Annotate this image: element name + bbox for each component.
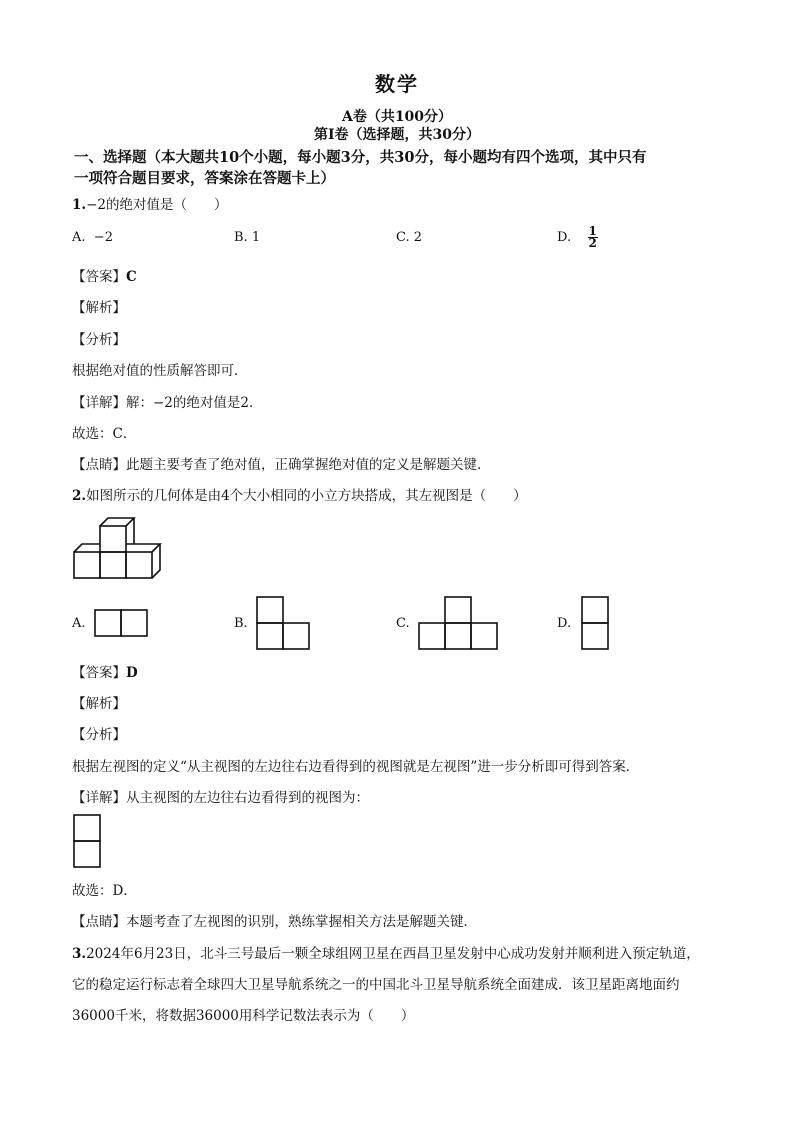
q2-option-b-figure: [256, 596, 310, 650]
comment-text: 此题主要考查了绝对值，正确掌握绝对值的定义是解题关键．: [126, 457, 491, 473]
q1-option-c: [396, 230, 422, 245]
page-title: 数学: [375, 72, 419, 96]
q1-answer-line: [72, 265, 137, 285]
q1-choose: 故选：C．: [72, 426, 137, 442]
q1-analysis-tag: 【解析】: [72, 300, 126, 316]
q1-fenxi-tag: 【分析】: [72, 332, 126, 348]
q3-text-line1: 2024年6月23日，北斗三号最后一颗全球组网卫星在西昌卫星发射中心成功发射并顺利进入预定轨道，: [86, 946, 700, 962]
q2-option-d-label: D.: [557, 616, 572, 631]
q2-option-a-label: A.: [72, 616, 86, 631]
cube-front-face: [126, 552, 152, 578]
q2-analysis-tag: 【解析】: [72, 696, 126, 712]
q2-answer-line: [72, 661, 138, 681]
q1-stem: −2的绝对值是（ ）: [86, 197, 228, 213]
detail-text: 从主视图的左边往右边看得到的视图为：: [126, 790, 369, 806]
volume-a-heading: A卷（共100分）: [341, 109, 453, 125]
option-letter: D.: [557, 230, 572, 245]
section-heading-line2: 一项符合题目要求，答案涂在答题卡上）: [74, 170, 335, 187]
q2-option-a-figure: [94, 609, 148, 637]
cube-front-face: [74, 552, 100, 578]
cube-top-edge: [74, 544, 100, 552]
fraction: [588, 226, 598, 249]
option-letter: C.: [396, 230, 410, 245]
q2-fenxi-tag: 【分析】: [72, 727, 126, 743]
cube-top-edge: [100, 518, 134, 526]
q2-comment-line: [72, 910, 477, 930]
q2-solid-figure: [70, 516, 166, 582]
q2-fenxi-text: 根据左视图的定义“从主视图的左边往右边看得到的视图就是左视图”进一步分析即可得到答案．: [72, 759, 640, 775]
q2-stem: 如图所示的几何体是由4个大小相同的小立方块搭成，其左视图是（ ）: [86, 488, 527, 504]
option-text: 1: [251, 230, 261, 245]
option-text: 2: [413, 230, 423, 245]
fraction-numerator: 1: [588, 224, 597, 238]
q2-stem-line: [72, 484, 527, 504]
volume-1-heading: 第Ⅰ卷（选择题，共30分）: [313, 127, 481, 143]
q1-option-a: [72, 230, 113, 245]
cube-top-edge: [126, 544, 160, 552]
cube-front-face: [100, 552, 126, 578]
q2-option-c-figure: [418, 596, 498, 650]
answer-tag: 【答案】: [72, 665, 126, 681]
option-letter: A.: [72, 230, 86, 245]
comment-tag: 【点睛】: [72, 914, 126, 930]
fraction-denominator: 2: [588, 236, 597, 250]
detail-text: 解：−2的绝对值是2．: [126, 395, 263, 411]
cube-front-face: [100, 526, 126, 552]
q2-option-d-figure: [581, 596, 609, 650]
answer-value: C: [126, 269, 137, 285]
detail-tag: 【详解】: [72, 790, 126, 806]
q1-comment-line: [72, 453, 491, 473]
q1-number: 1.: [72, 197, 87, 213]
q3-text-line2: 它的稳定运行标志着全球四大卫星导航系统之一的中国北斗卫星导航系统全面建成．该卫星距离地面约: [72, 977, 680, 993]
q1-fenxi-text: 根据绝对值的性质解答即可．: [72, 363, 248, 379]
q1-option-b: [234, 230, 260, 245]
section-heading-line1: 一、选择题（本大题共10个小题，每小题3分，共30分，每小题均有四个选项，其中只有: [74, 149, 647, 166]
q2-number: 2.: [72, 488, 87, 504]
q1-detail-line: [72, 391, 263, 411]
q3-text-line3: 36000千米，将数据36000用科学记数法表示为（ ）: [72, 1008, 415, 1024]
q2-detail-line: [72, 786, 369, 806]
answer-value: D: [126, 665, 138, 681]
option-text: −2: [93, 230, 113, 245]
q2-option-c-label: C.: [396, 616, 410, 631]
q3-line1: [72, 942, 700, 962]
q2-choose: 故选：D．: [72, 883, 137, 899]
option-letter: B.: [234, 230, 248, 245]
comment-text: 本题考查了左视图的识别，熟练掌握相关方法是解题关键．: [126, 914, 477, 930]
q1-option-d: [557, 226, 598, 249]
comment-tag: 【点睛】: [72, 457, 126, 473]
detail-tag: 【详解】: [72, 395, 126, 411]
q1-stem-line: [72, 193, 228, 213]
q2-option-b-label: B.: [234, 616, 248, 631]
q3-number: 3.: [72, 946, 87, 962]
answer-tag: 【答案】: [72, 269, 126, 285]
q2-left-view-figure: [73, 814, 101, 868]
